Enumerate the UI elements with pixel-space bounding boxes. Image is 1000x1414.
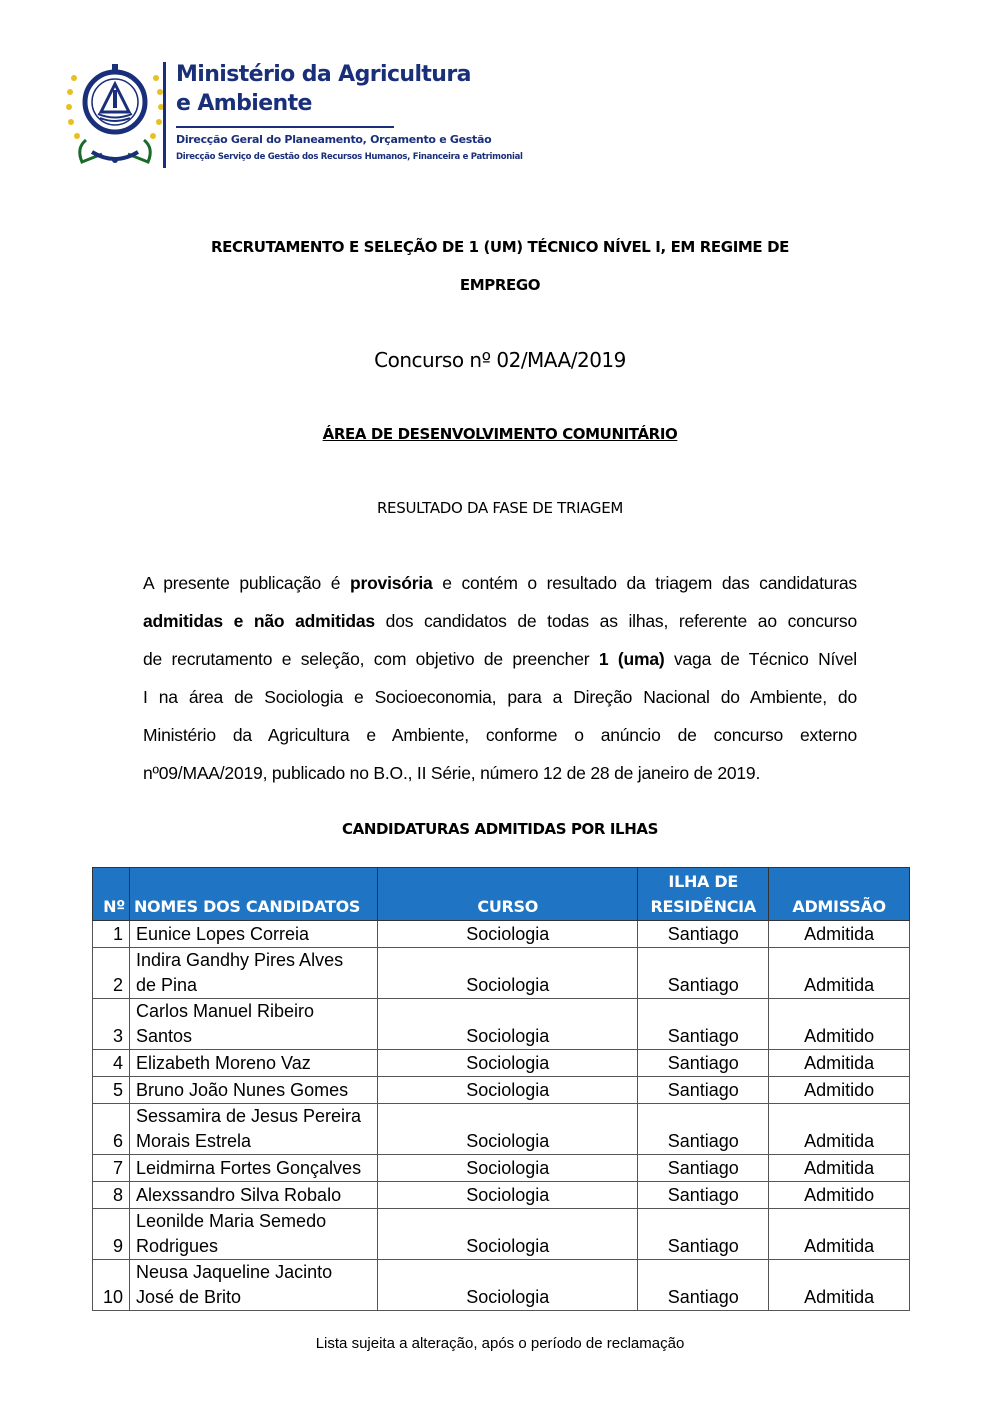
candidate-course: Sociologia [378,1209,638,1260]
table-header-row [93,868,910,921]
candidate-name [129,1050,377,1077]
intro-paragraph [143,564,857,792]
candidate-name [129,1155,377,1182]
table-row [93,1050,910,1077]
header-course: CURSO [378,868,638,921]
candidate-island: Santiago [638,1182,769,1209]
directorate-general: Direcção Geral do Planeamento, Orçamento e Gestão [176,133,492,146]
candidate-island: Santiago [638,1209,769,1260]
candidate-admission: Admitida [769,948,910,999]
ministry-name-line2: e Ambiente [176,91,312,116]
candidate-name-line1: Bruno João Nunes Gomes [135,1080,349,1100]
row-number: 2 [93,948,130,999]
paragraph-line: A presente publicação é provisória e contém o resultado da triagem das candidaturas [143,573,857,593]
candidate-name-line2: Santos [135,1026,193,1046]
candidate-name [129,1182,377,1209]
candidate-name-line1: Eunice Lopes Correia [135,924,310,944]
candidate-admission: Admitida [769,1050,910,1077]
letterhead [66,56,526,172]
candidate-name-line1: Elizabeth Moreno Vaz [135,1053,311,1073]
candidate-name-line1: Indira Gandhy Pires Alves [135,950,344,970]
candidate-admission: Admitida [769,1104,910,1155]
candidate-name-line1: Sessamira de Jesus Pereira [135,1106,362,1126]
paragraph-line: Ministério da Agricultura e Ambiente, conforme o anúncio de concurso externo [143,725,857,745]
area-heading: ÁREA DE DESENVOLVIMENTO COMUNITÁRIO [322,425,678,443]
candidate-course: Sociologia [378,999,638,1050]
candidate-course: Sociologia [378,921,638,948]
table-row [93,921,910,948]
candidate-name [129,948,377,999]
candidate-name-line1: Alexssandro Silva Robalo [135,1185,342,1205]
candidate-course: Sociologia [378,1077,638,1104]
paragraph-line: de recrutamento e seleção, com objetivo de preencher 1 (uma) vaga de Técnico Nível [143,649,857,669]
candidate-name-line1: Carlos Manuel Ribeiro [135,1001,315,1021]
table-row [93,1260,910,1311]
candidate-admission: Admitida [769,921,910,948]
result-phase-heading: RESULTADO DA FASE DE TRIAGEM [376,499,624,517]
row-number: 8 [93,1182,130,1209]
table-row [93,1104,910,1155]
row-number: 4 [93,1050,130,1077]
candidate-island: Santiago [638,1077,769,1104]
row-number: 9 [93,1209,130,1260]
row-number: 1 [93,921,130,948]
candidate-island: Santiago [638,1050,769,1077]
candidate-name [129,1209,377,1260]
paragraph-line: nº09/MAA/2019, publicado no B.O., II Série, número 12 de 28 de janeiro de 2019. [143,763,761,783]
candidate-island: Santiago [638,999,769,1050]
letterhead-divider [163,62,166,168]
candidate-island: Santiago [638,1155,769,1182]
candidate-name [129,1260,377,1311]
row-number: 3 [93,999,130,1050]
directorate-service: Direcção Serviço de Gestão dos Recursos Humanos, Financeira e Patrimonial [176,152,523,162]
row-number: 7 [93,1155,130,1182]
paragraph-line: admitidas e não admitidas dos candidatos de todas as ilhas, referente ao concurso [143,611,857,631]
candidate-admission: Admitida [769,1155,910,1182]
candidate-course: Sociologia [378,1050,638,1077]
candidate-course: Sociologia [378,1182,638,1209]
ministry-name [176,60,471,118]
header-number: Nº [93,868,130,921]
candidate-name [129,1077,377,1104]
table-row [93,948,910,999]
candidate-island: Santiago [638,1260,769,1311]
table-row [93,1209,910,1260]
paragraph-line: I na área de Sociologia e Socioeconomia, para a Direção Nacional do Ambiente, do [143,687,857,707]
header-name: NOMES DOS CANDIDATOS [129,868,377,921]
table-row [93,1155,910,1182]
candidate-course: Sociologia [378,1155,638,1182]
concurso-number: Concurso nº 02/MAA/2019 [374,348,626,372]
candidate-name-line1: Leidmirna Fortes Gonçalves [135,1158,362,1178]
row-number: 5 [93,1077,130,1104]
candidate-name-line2: Rodrigues [135,1236,219,1256]
candidate-admission: Admitido [769,999,910,1050]
header-island: ILHA DE RESIDÊNCIA [638,868,769,921]
candidate-course: Sociologia [378,1104,638,1155]
table-row [93,1182,910,1209]
candidate-admission: Admitida [769,1260,910,1311]
document-title-line1: RECRUTAMENTO E SELEÇÃO DE 1 (UM) TÉCNICO NÍVEL I, EM REGIME DE [211,238,789,256]
candidate-admission: Admitido [769,1182,910,1209]
candidate-name-line2: Morais Estrela [135,1131,251,1151]
row-number: 6 [93,1104,130,1155]
candidate-name [129,999,377,1050]
candidate-course: Sociologia [378,948,638,999]
ministry-name-line1: Ministério da Agricultura [176,62,471,87]
table-heading: CANDIDATURAS ADMITIDAS POR ILHAS [342,820,658,838]
candidate-admission: Admitida [769,1209,910,1260]
candidate-island: Santiago [638,948,769,999]
row-number: 10 [93,1260,130,1311]
candidate-name [129,1104,377,1155]
candidate-island: Santiago [638,1104,769,1155]
document-title-line2: EMPREGO [459,276,541,294]
candidate-island: Santiago [638,921,769,948]
table-row [93,1077,910,1104]
candidate-name [129,921,377,948]
footer-note: Lista sujeita a alteração, após o período de reclamação [315,1335,685,1352]
candidate-course: Sociologia [378,1260,638,1311]
candidate-name-line2: de Pina [135,975,198,995]
candidate-admission: Admitido [769,1077,910,1104]
candidate-name-line1: Neusa Jaqueline Jacinto [135,1262,333,1282]
candidate-name-line2: José de Brito [135,1287,242,1307]
candidate-name-line1: Leonilde Maria Semedo [135,1211,327,1231]
header-admission: ADMISSÃO [769,868,910,921]
letterhead-underline [176,126,394,128]
table-row [93,999,910,1050]
candidates-table [92,867,910,1311]
cabo-verde-coat-of-arms-icon [66,56,164,172]
